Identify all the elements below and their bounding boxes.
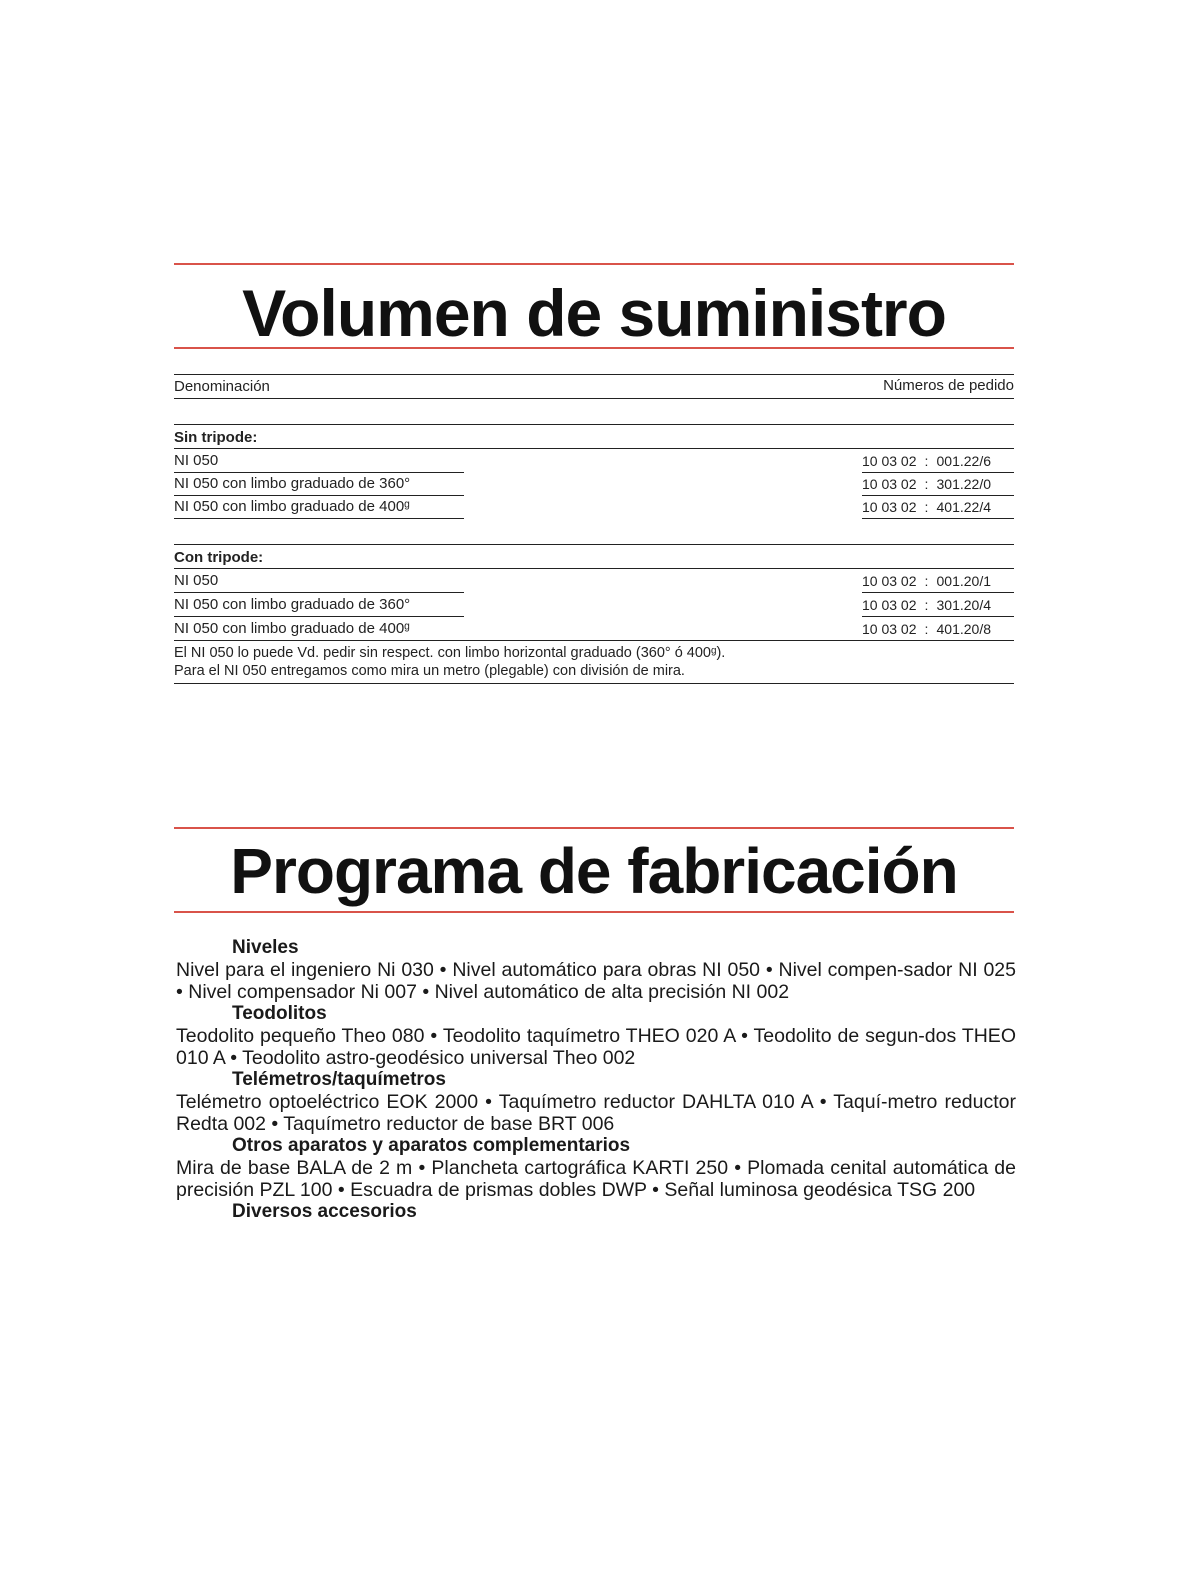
category-heading: Teodolitos bbox=[232, 1003, 327, 1024]
note-line: El NI 050 lo puede Vd. pedir sin respect. con limbo horizontal graduado (360° ó 400ᵍ). bbox=[174, 645, 726, 661]
row-rule bbox=[862, 592, 1014, 593]
row-rule bbox=[174, 448, 1014, 449]
code-suffix: 001.20/1 bbox=[936, 573, 991, 589]
row-rule bbox=[174, 592, 464, 593]
category-body: Mira de base BALA de 2 m • Plancheta cartográfica KARTI 250 • Plomada cenital automática de precisión PZL 100 • Escuadra de prismas dobles DWP • Señal luminosa geodésica TSG 200 bbox=[176, 1157, 1016, 1201]
category-heading: Otros aparatos y aparatos complementarios bbox=[232, 1135, 631, 1156]
table-row-code bbox=[862, 475, 991, 493]
column-header-numeros: Números de pedido bbox=[883, 377, 1014, 394]
code-prefix: 10 03 02 bbox=[862, 573, 917, 589]
note-line: Para el NI 050 entregamos como mira un metro (plegable) con división de mira. bbox=[174, 663, 685, 679]
table-row-code bbox=[862, 452, 991, 470]
table-top-rule bbox=[174, 374, 1014, 375]
category-body: Telémetro optoeléctrico EOK 2000 • Taquímetro reductor DAHLTA 010 A • Taquí-metro reductor Redta 002 • Taquímetro reductor de base BRT 006 bbox=[176, 1091, 1016, 1135]
code-separator: : bbox=[924, 499, 929, 515]
table-row-label: NI 050 con limbo graduado de 360° bbox=[174, 475, 411, 492]
row-rule bbox=[174, 495, 464, 496]
table-row-code bbox=[862, 620, 991, 638]
code-separator: : bbox=[924, 621, 929, 637]
title-bottom-rule bbox=[174, 347, 1014, 349]
table-row-label: NI 050 bbox=[174, 572, 219, 589]
table-row-code bbox=[862, 596, 991, 614]
code-prefix: 10 03 02 bbox=[862, 499, 917, 515]
code-suffix: 401.22/4 bbox=[936, 499, 991, 515]
group-heading-con-tripode: Con tripode: bbox=[174, 549, 264, 566]
category-heading: Telémetros/taquímetros bbox=[232, 1069, 446, 1090]
column-header-denominacion: Denominación bbox=[174, 378, 270, 395]
row-rule bbox=[174, 472, 464, 473]
program-list bbox=[176, 937, 1016, 1223]
table-row-label: NI 050 con limbo graduado de 400ᵍ bbox=[174, 620, 410, 637]
category-heading: Niveles bbox=[232, 937, 299, 958]
page-title-volumen: Volumen de suministro bbox=[242, 276, 946, 350]
code-separator: : bbox=[924, 476, 929, 492]
category-body: Nivel para el ingeniero Ni 030 • Nivel automático para obras NI 050 • Nivel compen-sador NI 025 • Nivel compensador Ni 007 • Nivel automático de alta precisión NI 002 bbox=[176, 959, 1016, 1003]
code-separator: : bbox=[924, 573, 929, 589]
row-rule bbox=[174, 568, 1014, 569]
row-rule bbox=[862, 616, 1014, 617]
row-rule bbox=[862, 472, 1014, 473]
group-top-rule bbox=[174, 544, 1014, 545]
row-rule bbox=[174, 616, 464, 617]
title-top-rule bbox=[174, 263, 1014, 265]
category-body: Teodolito pequeño Theo 080 • Teodolito taquímetro THEO 020 A • Teodolito de segun-dos THEO 010 A • Teodolito astro-geodésico universal Theo 002 bbox=[176, 1025, 1016, 1069]
table-row-label: NI 050 con limbo graduado de 400ᵍ bbox=[174, 498, 410, 515]
code-prefix: 10 03 02 bbox=[862, 597, 917, 613]
header-bottom-rule bbox=[174, 398, 1014, 399]
code-prefix: 10 03 02 bbox=[862, 453, 917, 469]
code-prefix: 10 03 02 bbox=[862, 621, 917, 637]
group-top-rule bbox=[174, 424, 1014, 425]
table-row-code bbox=[862, 498, 991, 516]
table-row-label: NI 050 bbox=[174, 452, 219, 469]
code-suffix: 401.20/8 bbox=[936, 621, 991, 637]
row-rule bbox=[862, 518, 1014, 519]
code-separator: : bbox=[924, 597, 929, 613]
row-rule bbox=[174, 640, 1014, 641]
group-heading-sin-tripode: Sin tripode: bbox=[174, 429, 258, 446]
table-bottom-rule bbox=[174, 683, 1014, 684]
code-suffix: 301.20/4 bbox=[936, 597, 991, 613]
code-prefix: 10 03 02 bbox=[862, 476, 917, 492]
row-rule bbox=[174, 518, 464, 519]
category-heading: Diversos accesorios bbox=[232, 1201, 417, 1222]
page-title-programa: Programa de fabricación bbox=[230, 835, 958, 907]
code-suffix: 301.22/0 bbox=[936, 476, 991, 492]
title-top-rule bbox=[174, 827, 1014, 829]
code-suffix: 001.22/6 bbox=[936, 453, 991, 469]
table-row-code bbox=[862, 572, 991, 590]
code-separator: : bbox=[924, 453, 929, 469]
row-rule bbox=[862, 495, 1014, 496]
title-bottom-rule bbox=[174, 911, 1014, 913]
table-row-label: NI 050 con limbo graduado de 360° bbox=[174, 596, 411, 613]
